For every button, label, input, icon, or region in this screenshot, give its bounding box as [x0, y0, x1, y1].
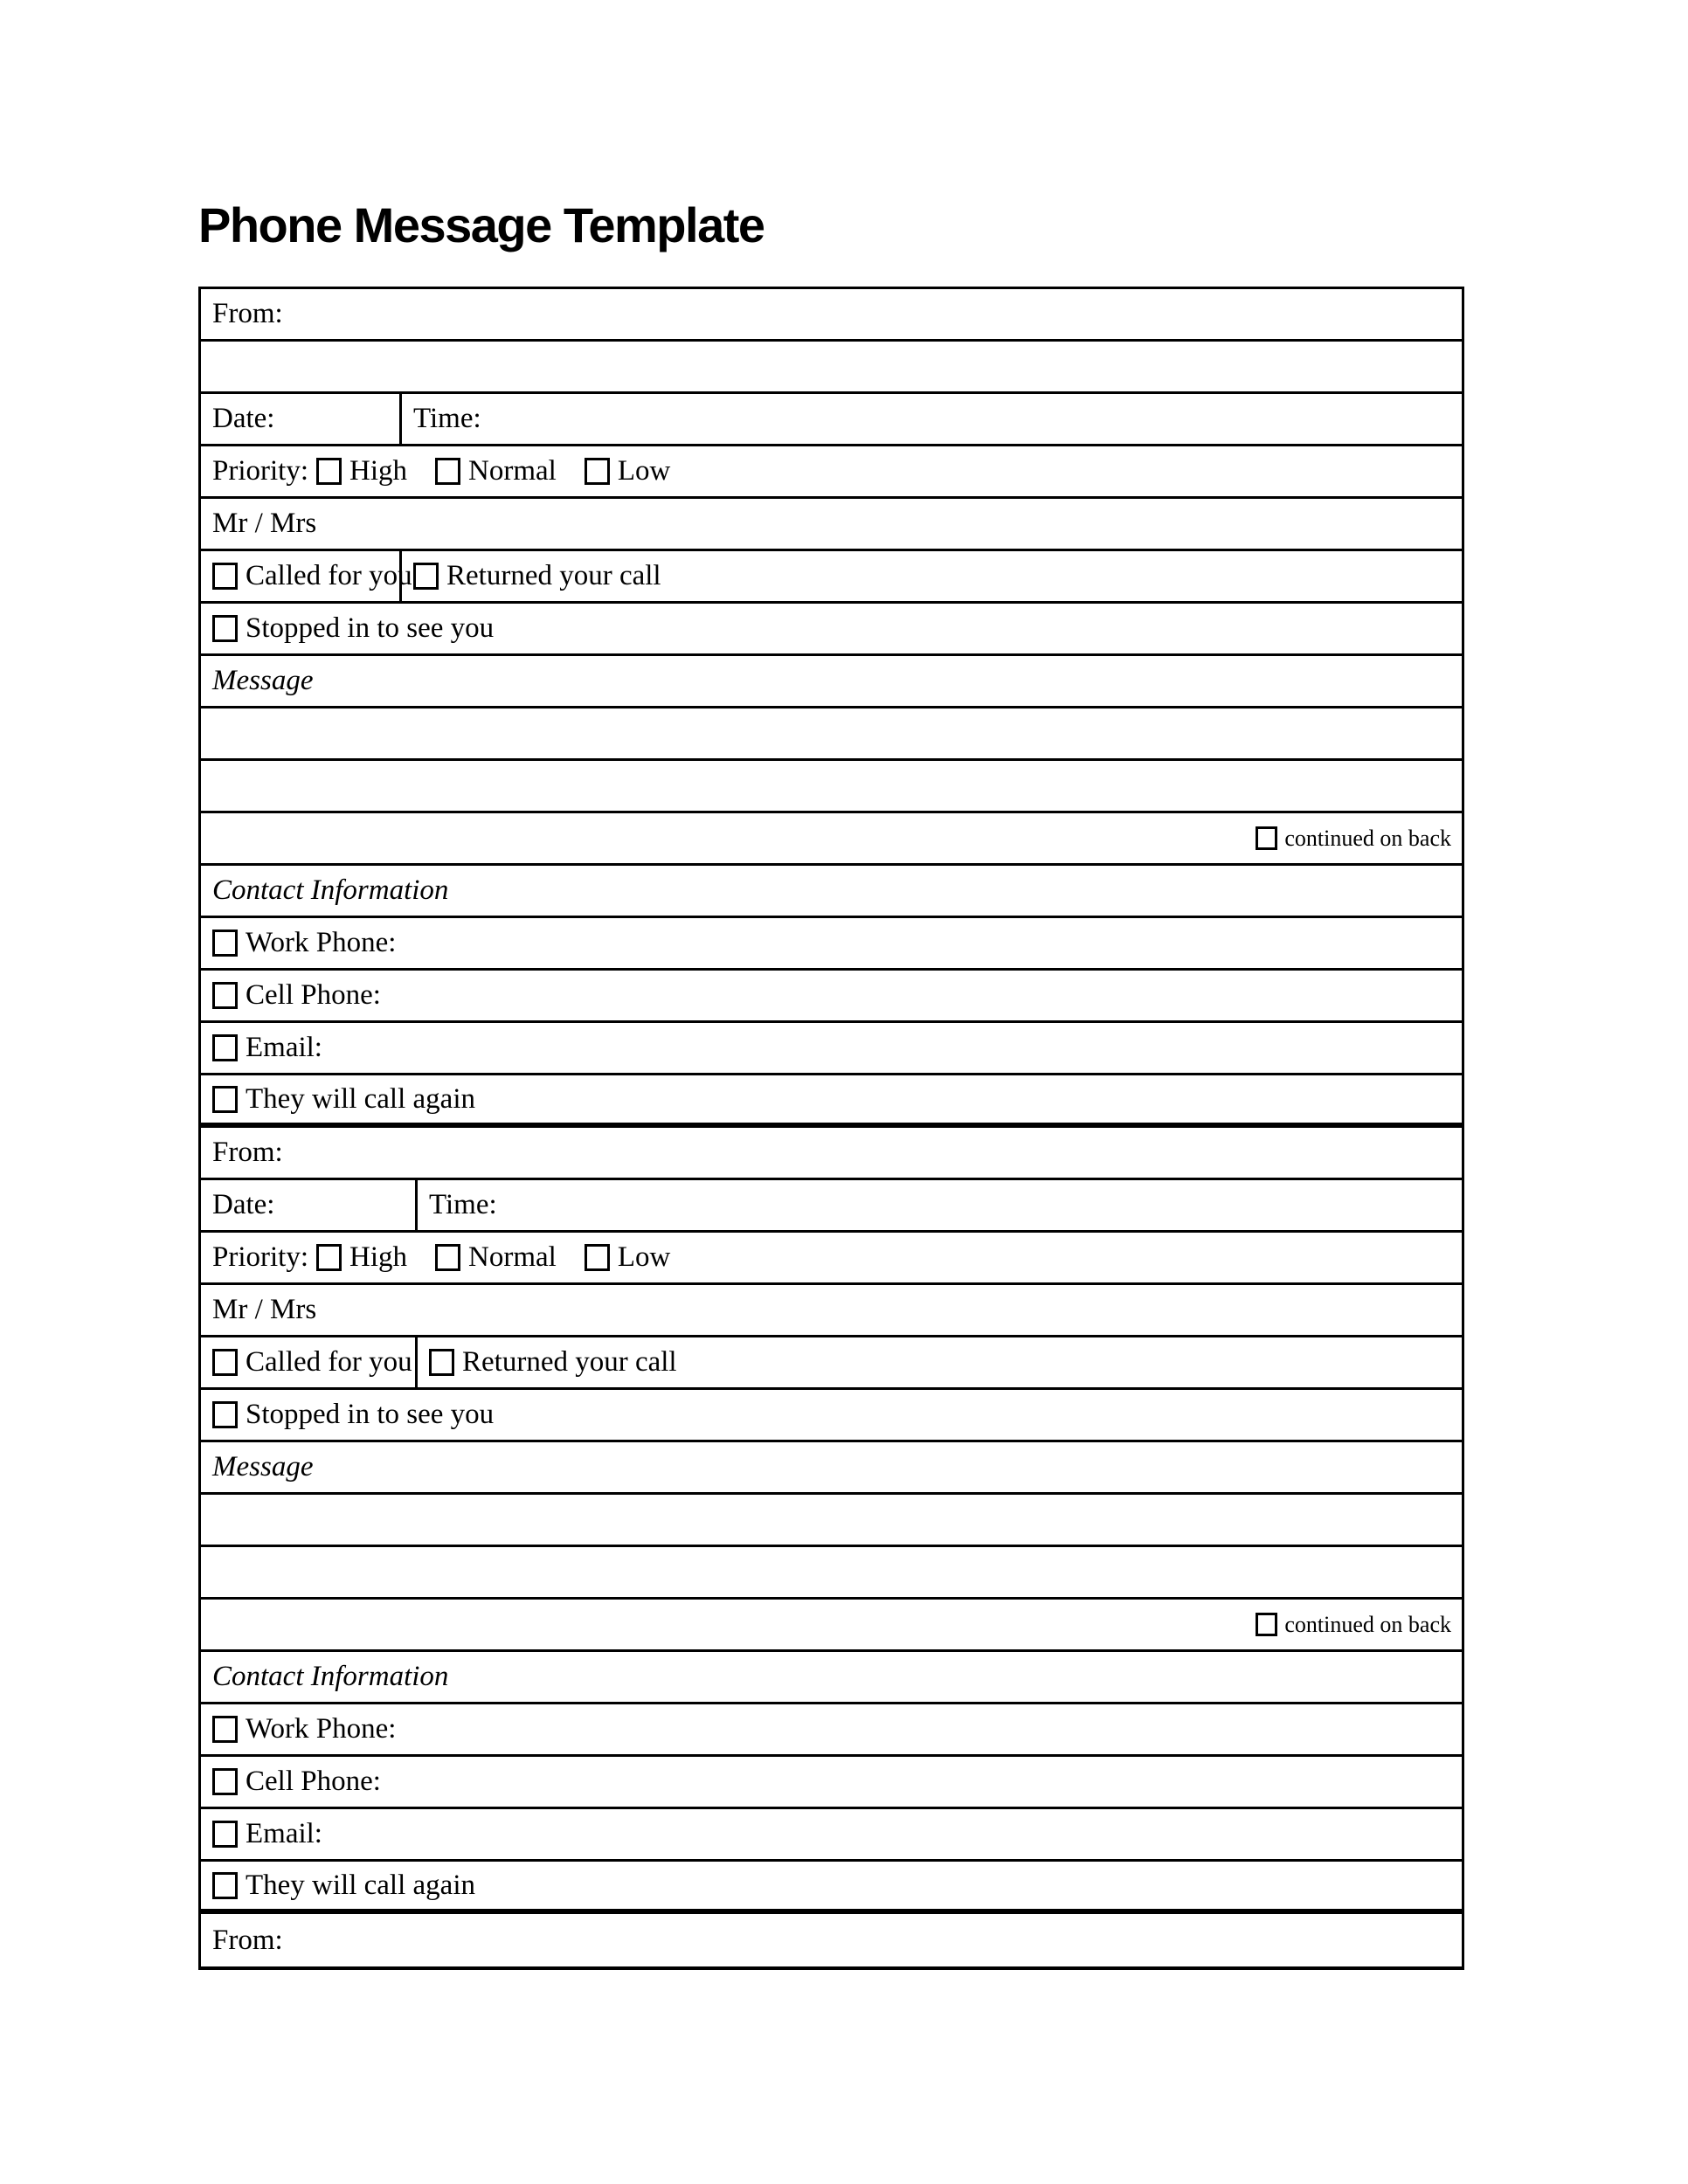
time-cell[interactable]: [418, 1180, 1462, 1230]
work-phone-checkbox[interactable]: [212, 1716, 238, 1743]
salutation-row[interactable]: [201, 499, 1462, 551]
returned-call-label: Returned your call: [446, 560, 661, 591]
priority-option-low: [585, 457, 671, 486]
from-label: From:: [212, 1924, 283, 1956]
message-line-2[interactable]: [201, 1547, 1462, 1600]
priority-normal-checkbox[interactable]: [435, 1244, 460, 1271]
cell-phone-checkbox[interactable]: [212, 982, 238, 1009]
priority-low-checkbox[interactable]: [585, 1244, 610, 1271]
priority-row: [201, 446, 1462, 499]
priority-normal-label: Normal: [468, 455, 557, 487]
call-again-row: [201, 1075, 1462, 1128]
priority-high-label: High: [349, 455, 408, 487]
continued-on-back-checkbox[interactable]: [1256, 1613, 1277, 1636]
cell-phone-checkbox[interactable]: [212, 1768, 238, 1795]
contact-heading-label: Contact Information: [212, 1661, 449, 1692]
priority-option-high: [316, 457, 407, 486]
from-row[interactable]: [201, 289, 1462, 342]
returned-call-label: Returned your call: [462, 1346, 677, 1378]
priority-label: Priority:: [212, 1241, 309, 1273]
cell-phone-label: Cell Phone:: [246, 1766, 381, 1797]
from-row[interactable]: [201, 1128, 1462, 1180]
date-cell[interactable]: [201, 1180, 418, 1230]
salutation-label: Mr / Mrs: [212, 1294, 317, 1325]
called-for-you-cell: [201, 551, 412, 601]
from-continuation-row[interactable]: [201, 342, 1462, 394]
work-phone-row[interactable]: [201, 1704, 1462, 1757]
priority-low-checkbox[interactable]: [585, 458, 610, 485]
date-label: Date:: [212, 403, 275, 434]
from-label: From:: [212, 298, 283, 329]
stopped-in-label: Stopped in to see you: [246, 612, 495, 644]
called-for-you-cell: [201, 1337, 418, 1387]
message-heading-row: [201, 656, 1462, 708]
cell-phone-row[interactable]: [201, 971, 1462, 1023]
work-phone-label: Work Phone:: [246, 1713, 397, 1745]
from-label: From:: [212, 1137, 283, 1168]
continued-on-back-row: [201, 813, 1462, 866]
cell-phone-row[interactable]: [201, 1757, 1462, 1809]
message-line-2[interactable]: [201, 761, 1462, 813]
returned-call-cell: [402, 551, 1462, 601]
email-checkbox[interactable]: [212, 1821, 238, 1848]
priority-low-label: Low: [617, 1241, 671, 1273]
stopped-in-row: [201, 1390, 1462, 1442]
returned-call-checkbox[interactable]: [429, 1349, 454, 1376]
message-label: Message: [212, 665, 314, 696]
call-type-row: [201, 551, 1462, 604]
email-checkbox[interactable]: [212, 1034, 238, 1061]
call-again-row: [201, 1862, 1462, 1914]
continued-on-back-label: continued on back: [1284, 825, 1451, 851]
email-row[interactable]: [201, 1809, 1462, 1862]
priority-option-normal: [435, 457, 557, 486]
stopped-in-checkbox[interactable]: [212, 615, 238, 642]
priority-option-high: [316, 1243, 407, 1272]
message-line-1[interactable]: [201, 1495, 1462, 1547]
work-phone-checkbox[interactable]: [212, 930, 238, 957]
stopped-in-checkbox[interactable]: [212, 1401, 238, 1428]
stopped-in-label: Stopped in to see you: [246, 1399, 495, 1430]
called-for-you-checkbox[interactable]: [212, 563, 238, 590]
from-row[interactable]: [201, 1914, 1462, 1966]
date-label: Date:: [212, 1189, 275, 1220]
continued-on-back-checkbox[interactable]: [1256, 826, 1277, 850]
continued-on-back-row: [201, 1600, 1462, 1652]
page-title: Phone Message Template: [198, 197, 764, 252]
email-row[interactable]: [201, 1023, 1462, 1075]
call-type-row: [201, 1337, 1462, 1390]
priority-high-checkbox[interactable]: [316, 1244, 342, 1271]
call-again-label: They will call again: [246, 1082, 475, 1115]
priority-option-low: [585, 1243, 671, 1272]
date-cell[interactable]: [201, 394, 402, 444]
salutation-row[interactable]: [201, 1285, 1462, 1337]
call-again-checkbox[interactable]: [212, 1086, 238, 1113]
call-again-label: They will call again: [246, 1869, 475, 1901]
work-phone-label: Work Phone:: [246, 927, 397, 958]
priority-row: [201, 1233, 1462, 1285]
contact-heading-label: Contact Information: [212, 874, 449, 906]
called-for-you-label: Called for you: [246, 560, 412, 591]
time-label: Time:: [429, 1189, 497, 1220]
phone-message-form: [198, 287, 1464, 1970]
email-label: Email:: [246, 1032, 322, 1063]
called-for-you-checkbox[interactable]: [212, 1349, 238, 1376]
call-again-checkbox[interactable]: [212, 1872, 238, 1899]
continued-on-back-label: continued on back: [1284, 1611, 1451, 1637]
time-cell[interactable]: [402, 394, 1462, 444]
message-heading-row: [201, 1442, 1462, 1495]
salutation-label: Mr / Mrs: [212, 508, 317, 539]
time-label: Time:: [413, 403, 481, 434]
priority-label: Priority:: [212, 455, 309, 487]
cell-phone-label: Cell Phone:: [246, 979, 381, 1011]
priority-normal-label: Normal: [468, 1241, 557, 1273]
email-label: Email:: [246, 1818, 322, 1849]
date-time-row: [201, 394, 1462, 446]
priority-normal-checkbox[interactable]: [435, 458, 460, 485]
stopped-in-row: [201, 604, 1462, 656]
returned-call-cell: [418, 1337, 1462, 1387]
message-line-1[interactable]: [201, 708, 1462, 761]
contact-heading-row: [201, 1652, 1462, 1704]
work-phone-row[interactable]: [201, 918, 1462, 971]
priority-high-label: High: [349, 1241, 408, 1273]
contact-heading-row: [201, 866, 1462, 918]
priority-option-normal: [435, 1243, 557, 1272]
date-time-row: [201, 1180, 1462, 1233]
called-for-you-label: Called for you: [246, 1346, 412, 1378]
returned-call-checkbox[interactable]: [413, 563, 439, 590]
priority-high-checkbox[interactable]: [316, 458, 342, 485]
message-label: Message: [212, 1451, 314, 1482]
priority-low-label: Low: [617, 455, 671, 487]
